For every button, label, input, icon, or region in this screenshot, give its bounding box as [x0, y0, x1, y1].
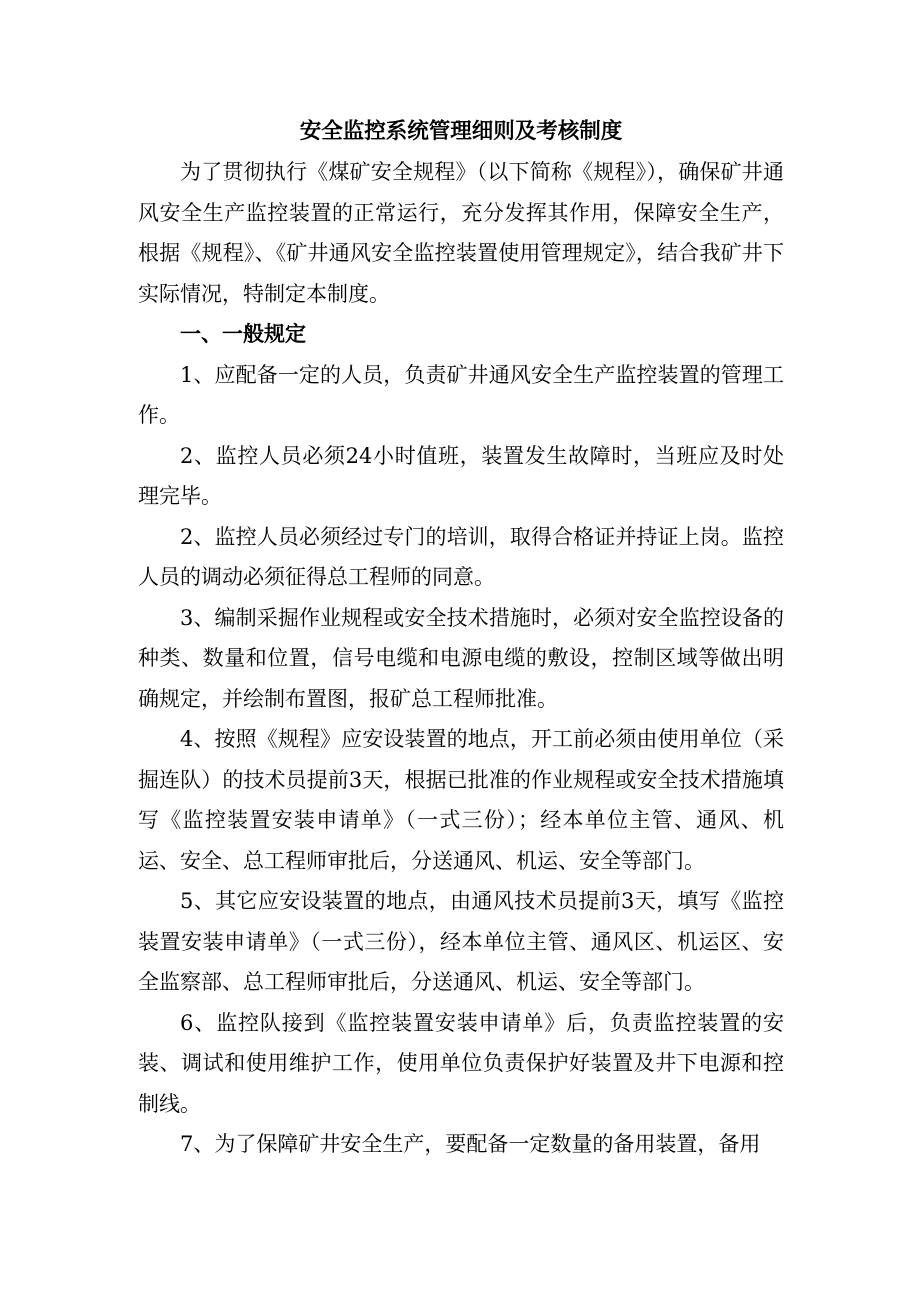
document-page [138, 112, 784, 1165]
clause-paragraph: 7、为了保障矿井安全生产，要配备一定数量的备用装置，备用 [180, 1132, 761, 1156]
clause-paragraph: 2、监控人员必须经过专门的培训，取得合格证并持证上岗。监控人员的调动必须征得总工程师的同意。 [138, 524, 784, 589]
section-heading: 一、一般规定 [180, 322, 306, 346]
clause-paragraph: 2、监控人员必须24小时值班，装置发生故障时，当班应及时处理完毕。 [138, 443, 784, 508]
clause-paragraph: 6、监控队接到《监控装置安装申请单》后，负责监控装置的安装、调试和使用维护工作，使用单位负责保护好装置及井下电源和控制线。 [138, 1010, 784, 1116]
clause-paragraph: 4、按照《规程》应安设装置的地点，开工前必须由使用单位（采掘连队）的技术员提前3天，根据已批准的作业规程或安全技术措施填写《监控装置安装申请单》（一式三份）；经本单位主管、通风、机运、安全、总工程师审批后，分送通风、机运、安全等部门。 [138, 727, 784, 873]
clause-paragraph: 1、应配备一定的人员，负责矿井通风安全生产监控装置的管理工作。 [138, 362, 784, 427]
clause-paragraph: 5、其它应安设装置的地点，由通风技术员提前3天，填写《监控装置安装申请单》（一式三份），经本单位主管、通风区、机运区、安全监察部、总工程师审批后，分送通风、机运、安全等部门。 [138, 889, 784, 994]
intro-paragraph: 为了贯彻执行《煤矿安全规程》（以下简称《规程》），确保矿井通风安全生产监控装置的正常运行，充分发挥其作用，保障安全生产，根据《规程》、《矿井通风安全监控装置使用管理规定》，结合我矿井下实际情况，特制定本制度。 [138, 160, 784, 306]
document-title: 安全监控系统管理细则及考核制度 [299, 119, 623, 144]
clause-paragraph: 3、编制采掘作业规程或安全技术措施时，必须对安全监控设备的种类、数量和位置，信号电缆和电源电缆的敷设，控制区域等做出明确规定，并绘制布置图，报矿总工程师批准。 [138, 605, 784, 711]
